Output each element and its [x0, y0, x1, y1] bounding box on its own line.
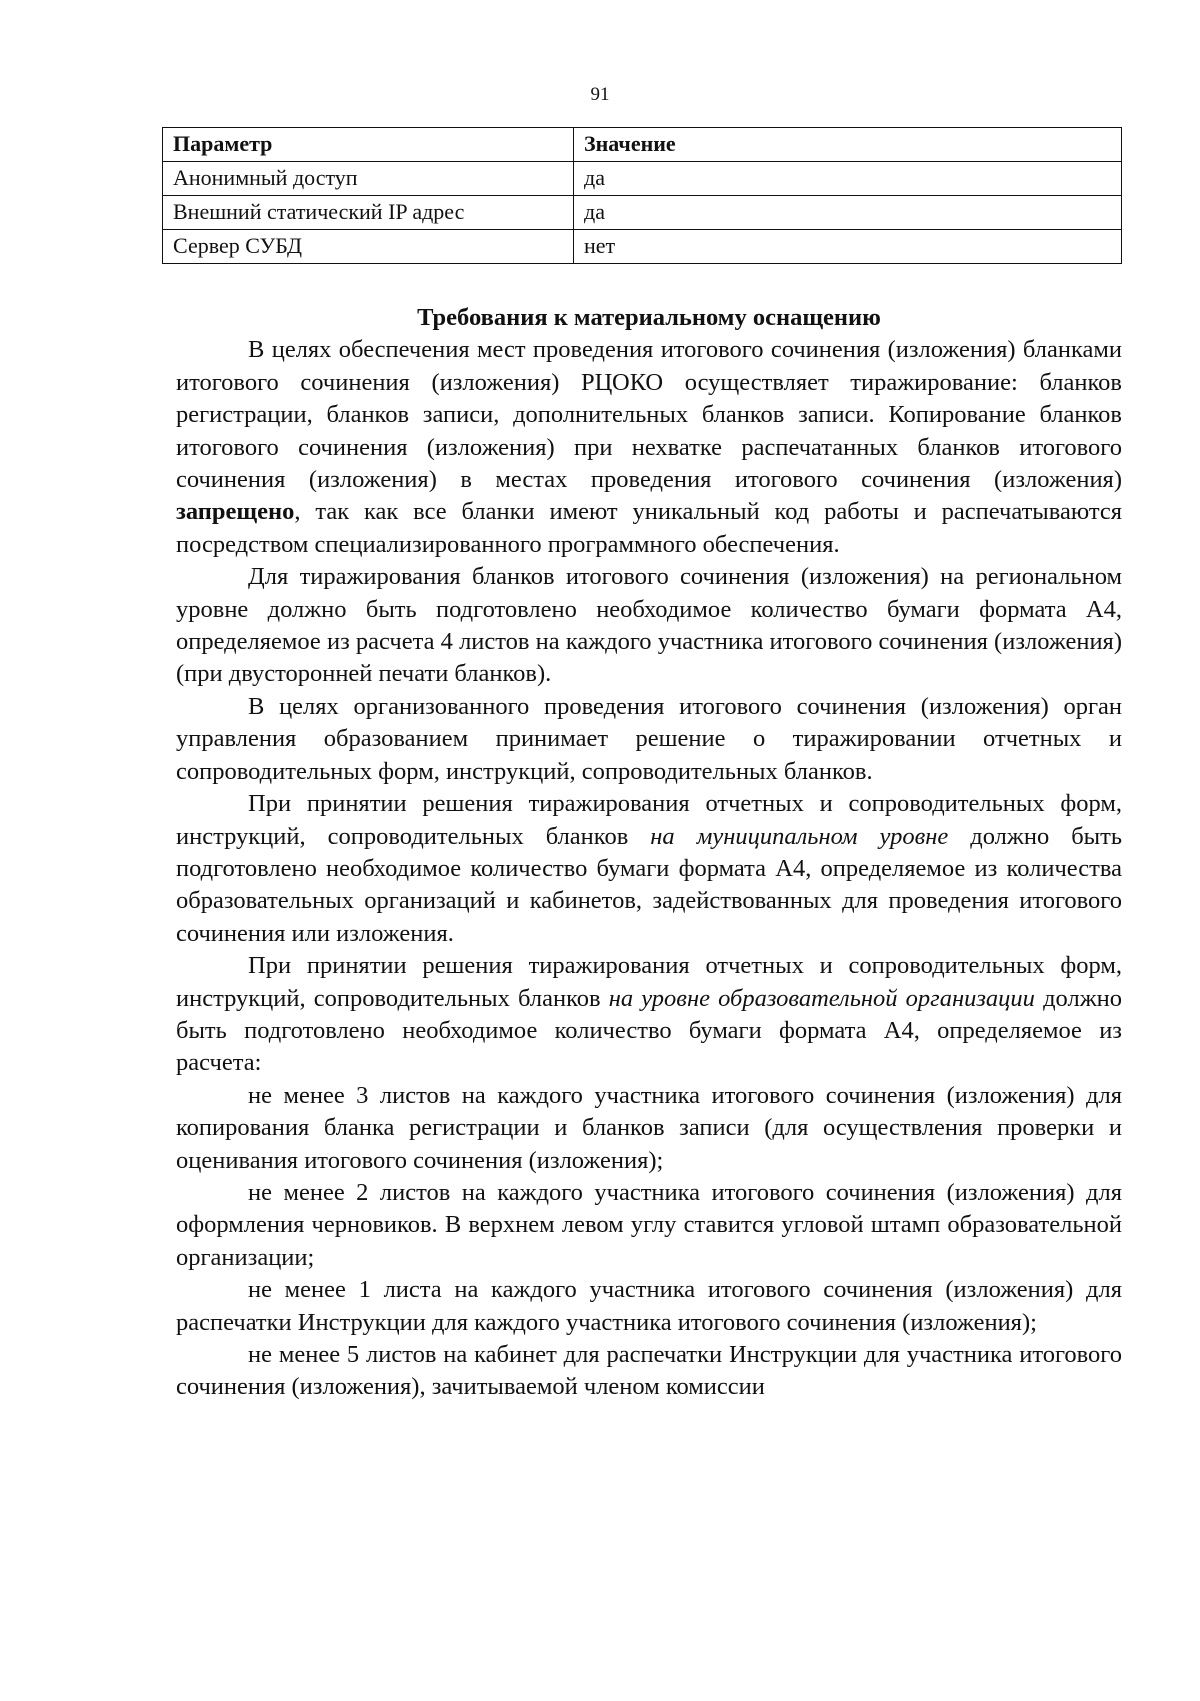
- parameters-table: [162, 127, 1122, 264]
- list-item: не менее 2 листов на каждого участника итогового сочинения (изложения) для оформления черновиков. В верхнем левом углу ставится угловой штамп образовательной организации;: [176, 1178, 1122, 1271]
- table-cell: да: [574, 162, 1122, 196]
- italic-text: на уровне образовательной организации: [608, 984, 1035, 1012]
- table-cell: Анонимный доступ: [163, 162, 574, 196]
- table-row: [163, 162, 1122, 196]
- table-header-cell: Значение: [574, 128, 1122, 162]
- paragraph: [176, 950, 1122, 1080]
- table-header-cell: Параметр: [163, 128, 574, 162]
- table-cell: да: [574, 196, 1122, 230]
- italic-text: на муниципальном уровне: [650, 822, 949, 850]
- document-body: [176, 302, 1122, 1404]
- table-cell: Внешний статический IP адрес: [163, 196, 574, 230]
- paragraph-text: При принятии решения тиражирования отчетных и сопроводительных форм, инструкций, сопроводительных бланков: [176, 952, 1122, 1012]
- bold-text: запрещено: [176, 498, 295, 526]
- table-cell: Сервер СУБД: [163, 230, 574, 264]
- paragraph-text: В целях обеспечения мест проведения итогового сочинения (изложения) бланками итогового сочинения (изложения) РЦОКО осуществляет тиражирование: бланков регистрации, бланков записи, дополнительных бланков записи. Копирование бланков итогового сочинения (изложения) при нехватке распечатанных бланков итогового сочинения (изложения) в местах проведения итогового сочинения (изложения): [176, 336, 1122, 494]
- section-title: Требования к материальному оснащению: [417, 304, 881, 331]
- paragraph-text: , так как все бланки имеют уникальный код работы и распечатываются посредством специализированного программного обеспечения.: [176, 498, 1122, 558]
- table-header-row: [163, 128, 1122, 162]
- list-item: не менее 3 листов на каждого участника итогового сочинения (изложения) для копирования бланка регистрации и бланков записи (для осуществления проверки и оценивания итогового сочинения (изложения);: [176, 1081, 1122, 1174]
- page-number: 91: [590, 84, 610, 105]
- paragraph: [176, 788, 1122, 950]
- table-row: [163, 196, 1122, 230]
- paragraph: В целях организованного проведения итогового сочинения (изложения) орган управления образованием принимает решение о тиражировании отчетных и сопроводительных форм, инструкций, сопроводительных бланков.: [176, 692, 1122, 785]
- paragraph-text: должно быть подготовлено необходимое количество бумаги формата А4, определяемое из количества образовательных организаций и кабинетов, задействованных для проведения итогового сочинения или изложения.: [176, 822, 1123, 947]
- paragraph: Для тиражирования бланков итогового сочинения (изложения) на региональном уровне должно быть подготовлено необходимое количество бумаги формата А4, определяемое из расчета 4 листов на каждого участника итогового сочинения (изложения) (при двусторонней печати бланков).: [176, 563, 1122, 688]
- paragraph-text: должно быть подготовлено необходимое количество бумаги формата А4, определяемое из расчета:: [176, 984, 1122, 1077]
- table-cell: нет: [574, 230, 1122, 264]
- paragraph-text: При принятии решения тиражирования отчетных и сопроводительных форм, инструкций, сопроводительных бланков: [176, 790, 1122, 850]
- list-item: не менее 1 листа на каждого участника итогового сочинения (изложения) для распечатки Инструкции для каждого участника итогового сочинения (изложения);: [176, 1276, 1122, 1336]
- list-item: не менее 5 листов на кабинет для распечатки Инструкции для участника итогового сочинения (изложения), зачитываемой членом комиссии: [176, 1341, 1122, 1401]
- table-row: [163, 230, 1122, 264]
- paragraph: [176, 334, 1122, 561]
